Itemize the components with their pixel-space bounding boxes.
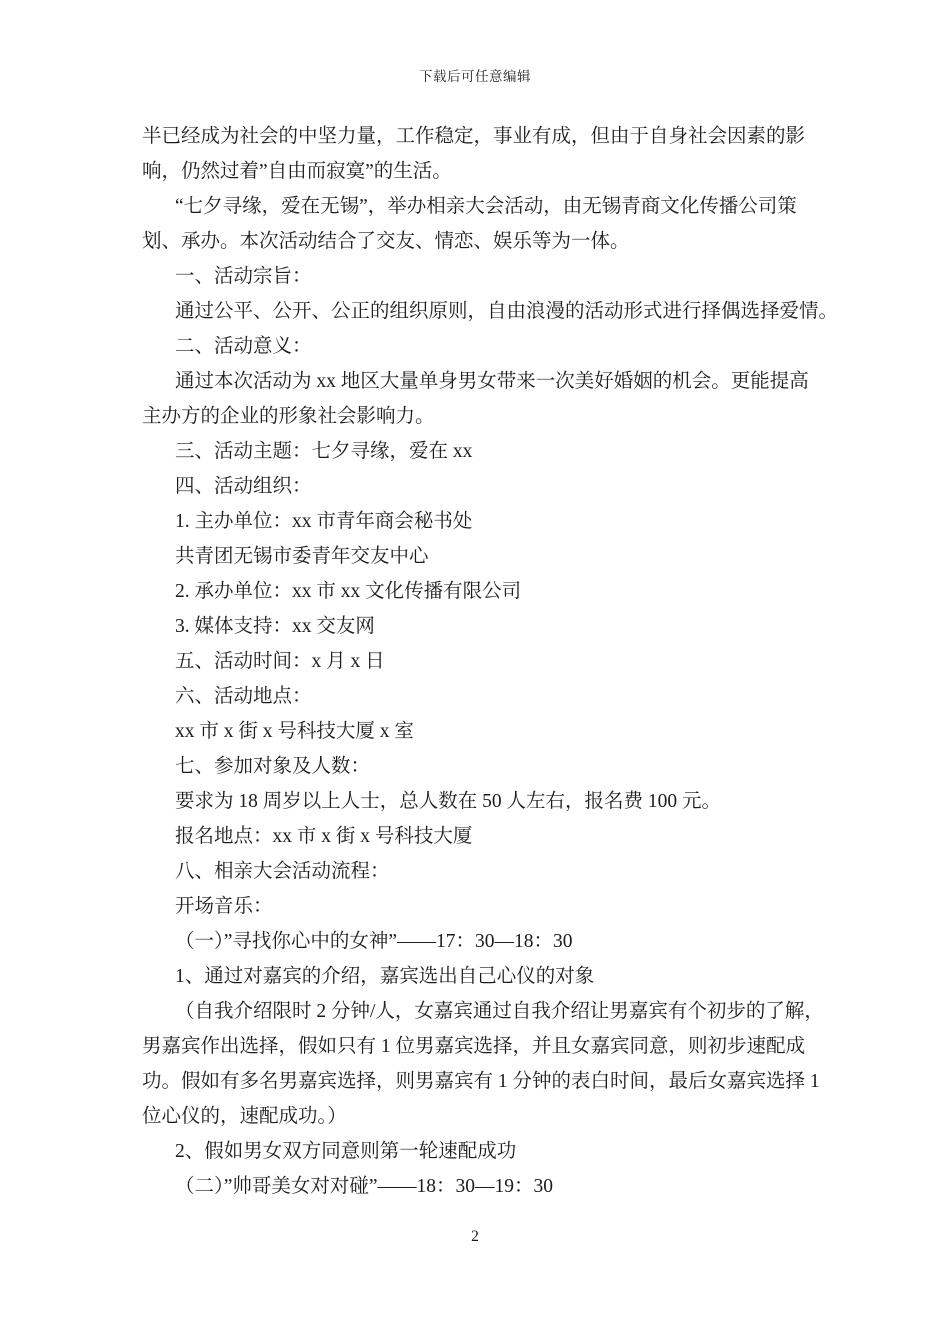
document-line: 四、活动组织： bbox=[175, 476, 312, 497]
document-line: 1. 主办单位：xx 市青年商会秘书处 bbox=[175, 511, 473, 532]
document-line: （一）”寻找你心中的女神”——17：30—18：30 bbox=[175, 931, 573, 952]
document-line: 3. 媒体支持：xx 交友网 bbox=[175, 616, 375, 637]
document-line: 划、承办。本次活动结合了交友、情恋、娱乐等为一体。 bbox=[142, 231, 630, 252]
page-number: 2 bbox=[471, 1228, 479, 1245]
document-line: 开场音乐： bbox=[175, 896, 273, 917]
document-line: 半已经成为社会的中坚力量，工作稳定，事业有成，但由于自身社会因素的影 bbox=[142, 126, 806, 147]
document-line: 七、参加对象及人数： bbox=[175, 756, 371, 777]
document-line: 通过公平、公开、公正的组织原则，自由浪漫的活动形式进行择偶选择爱情。 bbox=[175, 301, 839, 322]
document-line: （二）”帅哥美女对对碰”——18：30—19：30 bbox=[175, 1176, 554, 1197]
document-line: 功。假如有多名男嘉宾选择，则男嘉宾有 1 分钟的表白时间，最后女嘉宾选择 1 bbox=[142, 1071, 820, 1092]
document-line: 位心仪的，速配成功。） bbox=[142, 1106, 347, 1127]
document-line: 响，仍然过着”自由而寂寞”的生活。 bbox=[142, 161, 452, 182]
document-line: 主办方的企业的形象社会影响力。 bbox=[142, 406, 435, 427]
document-line: （自我介绍限时 2 分钟/人，女嘉宾通过自我介绍让男嘉宾有个初步的了解， bbox=[175, 1001, 824, 1022]
document-line: 1、通过对嘉宾的介绍，嘉宾选出自己心仪的对象 bbox=[175, 966, 595, 987]
document-line: 男嘉宾作出选择，假如只有 1 位男嘉宾选择，并且女嘉宾同意，则初步速配成 bbox=[142, 1036, 806, 1057]
document-line: 一、活动宗旨： bbox=[175, 266, 312, 287]
document-line: 通过本次活动为 xx 地区大量单身男女带来一次美好婚姻的机会。更能提高 bbox=[175, 371, 809, 392]
document-line: “七夕寻缘，爱在无锡”，举办相亲大会活动，由无锡青商文化传播公司策 bbox=[175, 196, 797, 217]
document-line: 六、活动地点： bbox=[175, 686, 312, 707]
document-line: 二、活动意义： bbox=[175, 336, 312, 357]
document-line: xx 市 x 街 x 号科技大厦 x 室 bbox=[175, 721, 414, 742]
document-line: 三、活动主题：七夕寻缘，爱在 xx bbox=[175, 441, 473, 462]
document-body bbox=[142, 119, 842, 1204]
document-line: 报名地点：xx 市 x 街 x 号科技大厦 bbox=[175, 826, 473, 847]
document-line: 共青团无锡市委青年交友中心 bbox=[175, 546, 429, 567]
document-line: 五、活动时间：x 月 x 日 bbox=[175, 651, 385, 672]
document-line: 八、相亲大会活动流程： bbox=[175, 861, 390, 882]
document-line: 2、假如男女双方同意则第一轮速配成功 bbox=[175, 1141, 517, 1162]
document-line: 2. 承办单位：xx 市 xx 文化传播有限公司 bbox=[175, 581, 522, 602]
header-note: 下载后可任意编辑 bbox=[419, 69, 531, 84]
document-line: 要求为 18 周岁以上人士，总人数在 50 人左右，报名费 100 元。 bbox=[175, 791, 722, 812]
